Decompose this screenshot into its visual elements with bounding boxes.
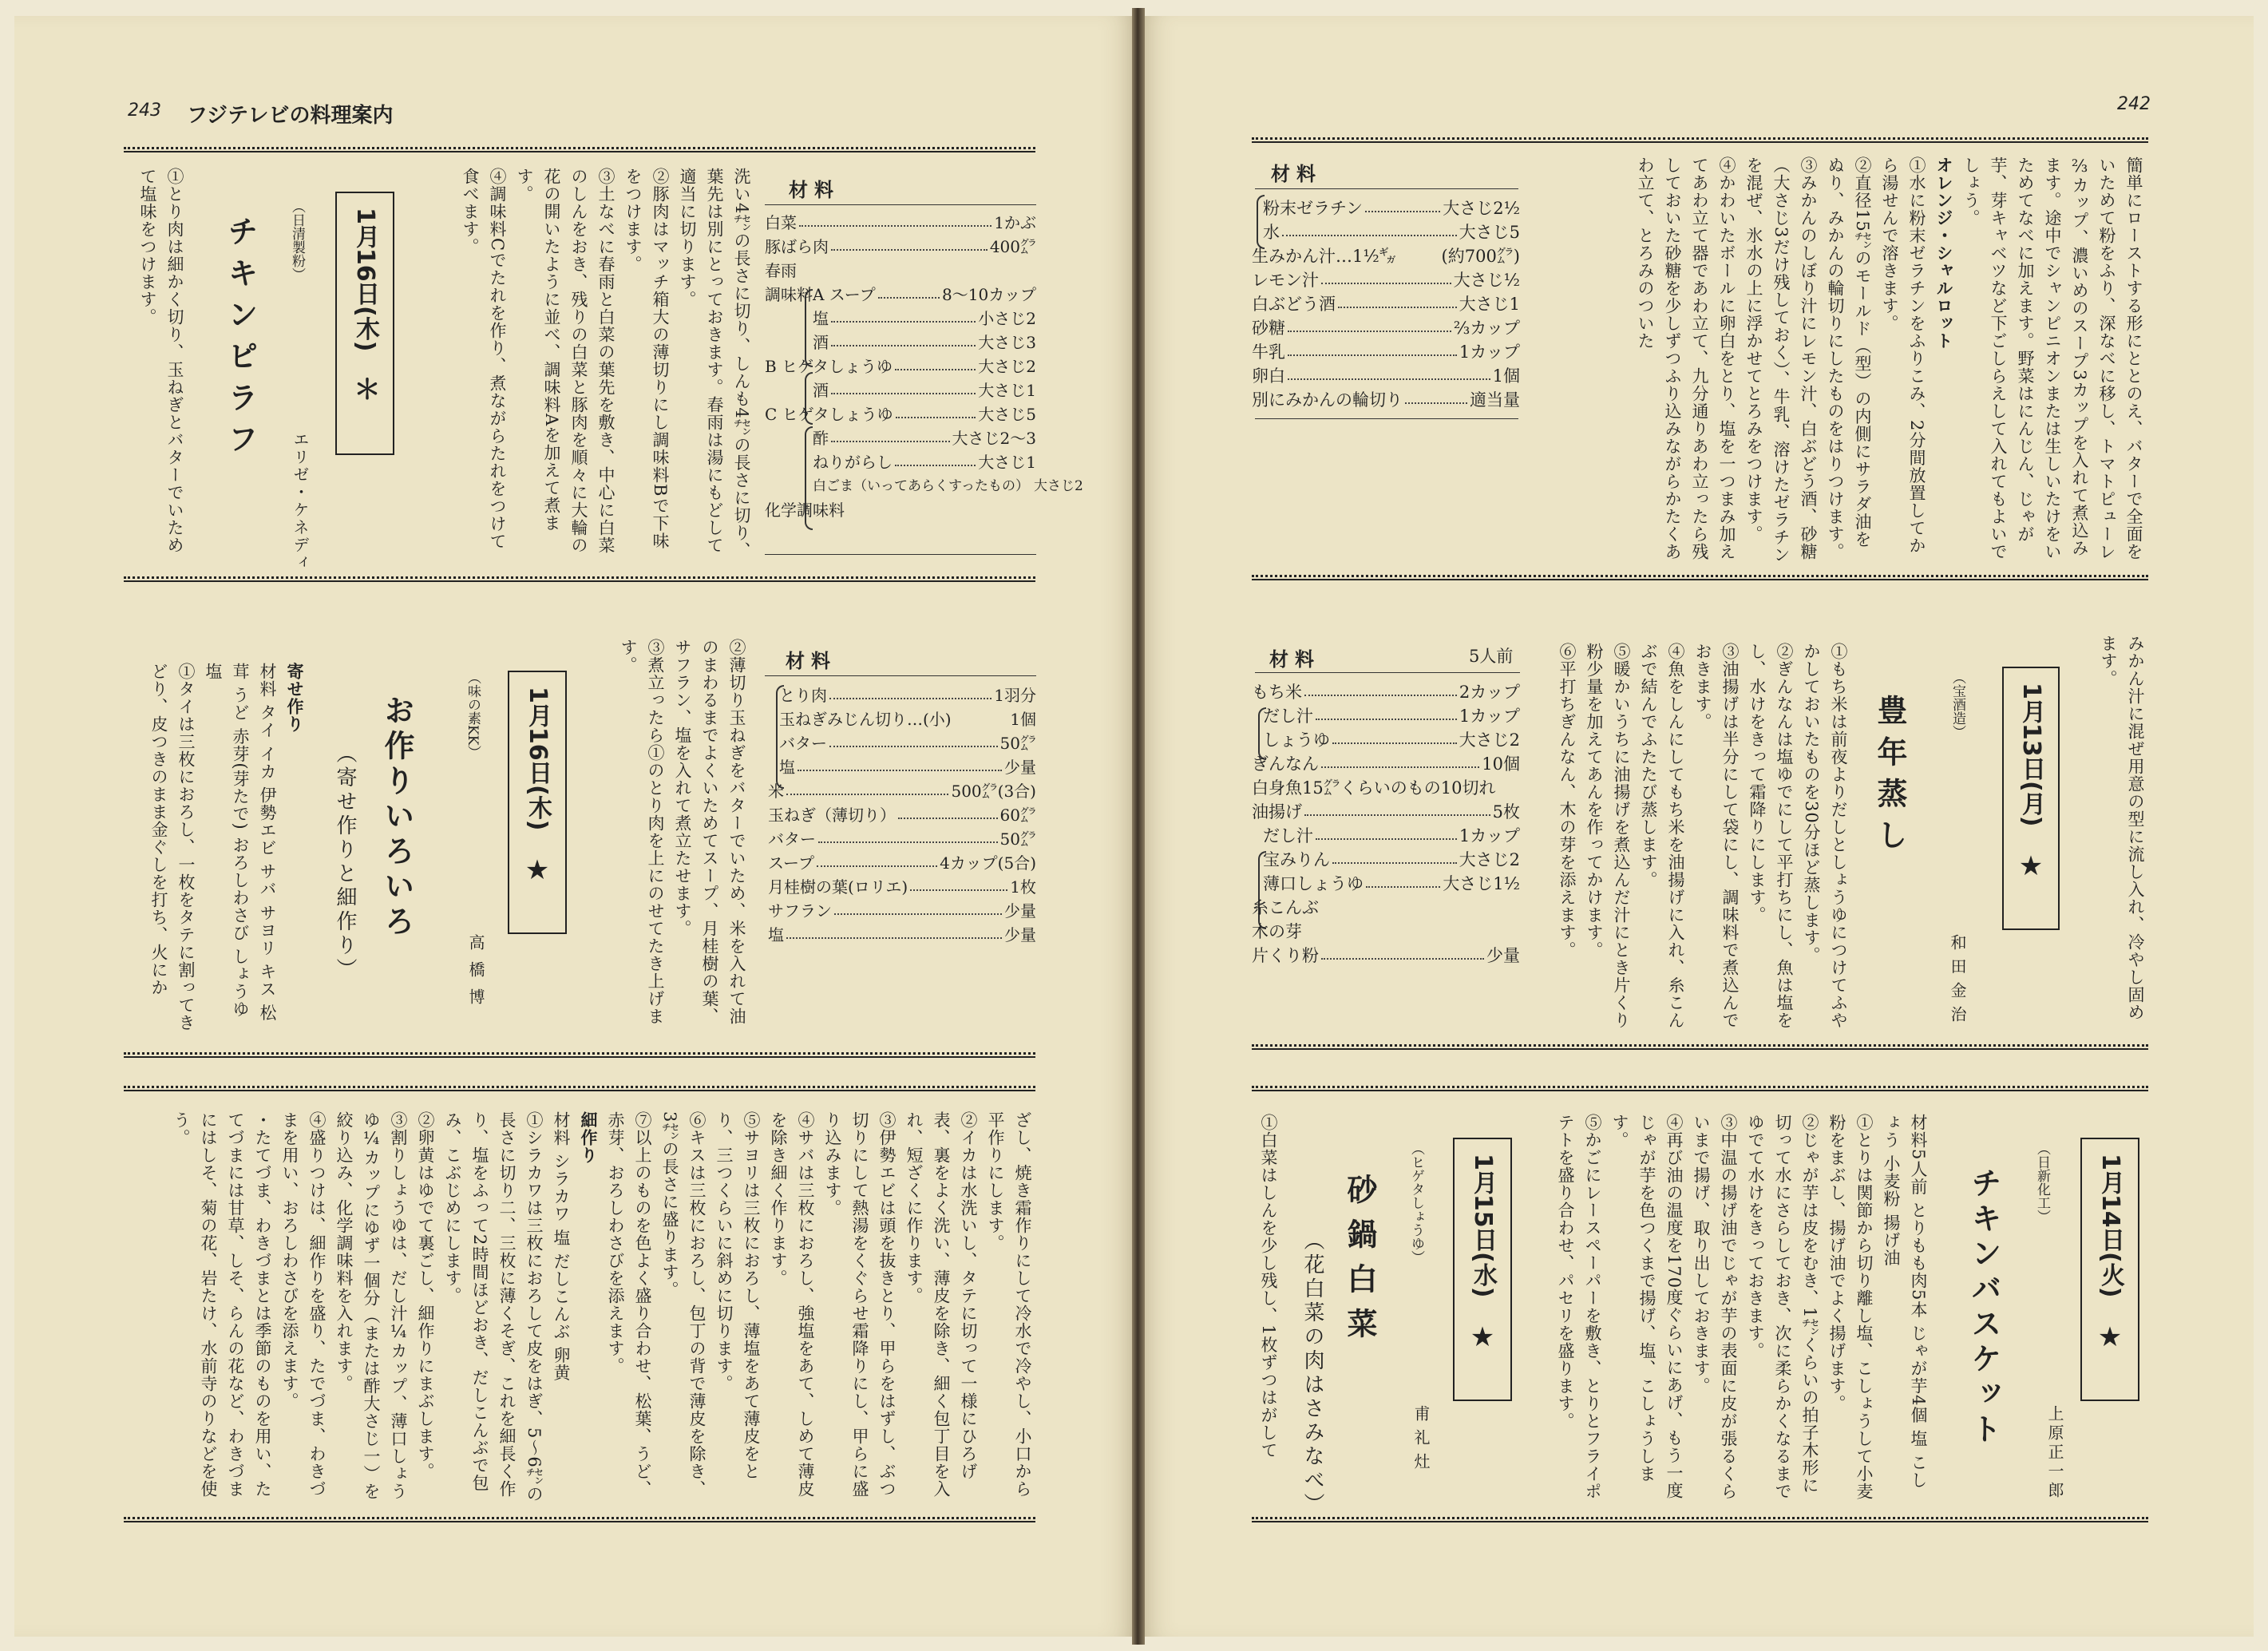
hakusai-body [447,168,755,567]
hounen-step5: ⑤暖かいうちに油揚げを煮込んだ汁にとき片くり粉少量を加えてあんを作ってかけます。 [1585,643,1631,1029]
hounen-servings: 5人前 [1469,647,1514,666]
otsukuri-hoso-step3: ③割りしょうゆは、だし汁¼カップ、薄口しょうゆ¼カップにゆず一個分（または酢大さじ一）を絞り込み、化学調味料を入れます。 [334,1111,408,1500]
sagiri-body: ①白菜はしんを少し残し、1枚ずつはがして [1259,1114,1278,1459]
ingredient-row: 牛乳 1カップ [1252,342,1520,362]
otsukuri-title: お作りいろいろ [379,695,414,940]
chicken-basket-step4: ④再び油の温度を170度ぐらいにあげ、もう一度じゃが芋を色つくまで揚げ、塩、こしょうします。 [1610,1114,1684,1500]
otsukuri-cont: ざし、焼き霜作りにして冷水で冷やし、小口から平作りにします。 [986,1111,1032,1498]
hakusai-step2: ②豚肉はマッチ箱大の薄切りにし調味料Bで下味をつけます。 [623,168,670,550]
ingredient-row: レモン汁 大さじ½ [1252,271,1520,290]
orange-step2: ②直径15㌢のモールド（型）の内側にサラダ油をぬり、みかんの輪切りにしたものをはりつけます。 [1826,156,1872,560]
ingredient-row: 玉ねぎ（薄切り） 60㌘ [768,806,1036,825]
pilaf-ingredients [768,683,1036,947]
ingredient-row: C ヒゲタしょうゆ 大さじ5 [765,405,1036,424]
sagiri-title: 砂鍋白菜 [1342,1174,1377,1352]
pilaf-step3: ③煮立ったら①のとり肉を上にのせてたき上げます。 [619,639,665,1025]
ingredient-row: 木の芽 [1252,922,1302,941]
ingredient-row: 水 大さじ5 [1263,223,1520,242]
ingredient-row: 白ぶどう酒 大さじ1 [1252,295,1520,314]
hounen-materials-title: 材料 [1269,647,1320,671]
hakusai-materials-rule-bottom [765,554,1036,555]
date-box-jan15 [1453,1138,1512,1401]
date-label: 1月15日 [1469,1154,1497,1252]
ingredient-row: 月桂樹の葉(ロリエ) 1枚 [768,877,1036,897]
otsukuri-hoso-heading: 細作り [579,1111,599,1164]
ingredient-row: とり肉 1羽分 [779,686,1036,705]
ingredient-row: 豚ばら肉 400㌘ [765,237,1036,256]
otsukuri-step6: ⑥キスは三枚におろし、包丁の背で薄皮を除き、3㌢の長さに盛ります。 [660,1111,707,1498]
ingredient-row: 米 500㌘(3合) [768,782,1036,801]
hakusai-materials-title: 材料 [789,178,840,201]
ingredient-row: 玉ねぎみじん切り…(小) 1個 [779,710,1036,729]
hounen-materials-rule [1255,672,1520,673]
hounen-ingredients [1252,680,1520,968]
otsukuri-step3: ③伊勢エビは頭を抜きとり、甲らをはずし、ぶつ切りにして熱湯をくぐらせ霜降りにし、甲らに盛り込みます。 [823,1111,897,1498]
rule-left-top [124,147,1035,152]
rule-right-bottom [1252,1517,2148,1522]
ingredient-row: 調味料A スープ 8～10カップ [765,285,1036,304]
weekday-label: (木) [524,784,552,831]
date-label: 1月13日 [2017,683,2045,781]
ingredient-row: だし汁 1カップ [1263,826,1520,845]
ingredient-row: 油揚げ 5枚 [1252,802,1520,822]
pilaf-step2: ②薄切り玉ねぎをバターでいため、米を入れて油のまわるまでよくいためてスープ、月桂樹の葉、サフラン、塩を入れて煮立たせます。 [673,639,746,1025]
otsukuri-sponsor: （味の素KK） [465,671,481,759]
ingredient-row: 薄口しょうゆ 大さじ1½ [1263,874,1520,893]
date-box-jan16-a [335,192,394,455]
ingredient-row: 酒 大さじ1 [813,381,1036,400]
otsukuri-hoso-note: ・たてづま、わきづまとは季節のものを用い、たてづまには甘草、しそ、らんの花など、わきづまにはしそ、菊の花、岩たけ、水前寺のりなどを使う。 [172,1111,272,1498]
hakusai-ingredients [765,211,1083,522]
ingredient-row: バター 50㌘ [768,829,1036,849]
ingredient-row: 酒 大さじ3 [813,333,1036,352]
ingredient-row: スープ 4カップ(5合) [768,853,1036,873]
orange-body [1636,156,2147,564]
star-icon: ★ [1466,1321,1498,1354]
otsukuri-step4: ④サバは三枚におろし、強塩をあて、しめて薄皮を除き細く作ります。 [769,1111,815,1498]
orange-materials-rule-bottom [1255,418,1518,419]
rule-right-2 [1252,1044,2148,1050]
hakusai-step3: ③土なべに春雨と白菜の葉先を敷き、中心に白菜のしんをおき、残りの白菜と豚肉を順々に大輪の花の開いたように並べ、調味料Aを加えて煮ます。 [515,168,615,554]
chicken-pilaf-author: エリゼ・ケネディ [291,431,310,572]
rule-left-1 [124,576,1035,582]
hounen-title: 豊年蒸し [1872,695,1907,861]
pilaf-materials-rule [765,675,1036,676]
ingredient-row: だし汁 1カップ [1263,707,1520,726]
sagiri-sponsor: （ヒゲタしょうゆ） [1408,1142,1424,1264]
star-icon: ★ [2015,850,2047,883]
date-box-jan13 [2002,667,2060,930]
ingredient-row: バター 50㌘ [779,734,1036,753]
otsukuri-subtitle: （寄せ作りと細作り） [333,742,357,982]
ingredient-row: 化学調味料 [765,501,845,520]
hounen-step1: ①もち米は前夜よりだしとしょうゆにつけてふやかしておいたものを30分ほど蒸します。 [1802,643,1848,1029]
chicken-pilaf-body: ①とり肉は細かく切り、玉ねぎとバターでいためて塩味をつけます。 [138,168,184,554]
date-label: 1月16日 [351,208,379,306]
rule-right-1 [1252,575,2148,580]
ingredient-row: 宝みりん 大さじ2 [1263,850,1520,869]
otsukuri-hoso-step2: ②卵黄はゆでて裏ごし、細作りにまぶします。 [416,1111,435,1480]
otsukuri-body-2 [125,1111,1036,1506]
orange-continuation: みかん汁に混ぜ用意の型に流し入れ、冷やし固めます。 [2099,635,2145,1021]
hakusai-step4: ④調味料Cでたれを作り、煮ながらたれをつけて食べます。 [461,168,507,551]
date-box-jan16-b [508,671,567,934]
otsukuri-yose-materials: 材料 タイ イカ 伊勢エビ サバ サヨリ キス 松茸 うど 赤芽(芽たで) おろしわさび しょうゆ 塩 [204,663,277,1022]
otsukuri-body [125,663,308,1038]
orange-step4: ④かわいたボールに卵白をとり、塩を一つまみ加えてあわ立て器であわ立て、九分通りあわ立ったら残しておいた砂糖を少しずつふり込みながらかたくあわ立て、とろみのついた [1636,156,1736,560]
star-icon: ★ [2094,1321,2126,1354]
otsukuri-step1: ①タイは三枚におろし、一枚をタテに割ってきどり、皮つきのまま金ぐしを打ち、火にか [149,663,196,1031]
rule-left-2 [124,1052,1035,1058]
rule-right-top [1252,137,2148,143]
otsukuri-hoso-step1: ①シラカワは三枚におろして皮をはぎ、5～6㌢の長さに切り二、三枚に薄くそぎ、これを細長く作り、塩をふって2時間ほどおき、だしこんぶで包み、こぶじめにします。 [443,1111,544,1503]
rule-right-3 [1252,1086,2148,1091]
hounen-author: 和田金治 [1948,934,1967,1030]
weekday-label: (火) [2096,1251,2124,1298]
rule-left-bottom [124,1517,1035,1522]
hakusai-step1: 洗い4㌢の長さに切り、しんも4㌢の長さに切り、葉先は別にとっておきます。春雨は湯にもどして適当に切ります。 [678,168,751,560]
otsukuri-hoso-step4: ④盛りつけは、細作りを盛り、たでづま、わきづまを用い、おろしわさびを添えます。 [280,1111,327,1498]
otsukuri-step7: ⑦以上のものを色よく盛り合わせ、松葉、うど、赤芽、おろしわさびを添えます。 [606,1111,652,1498]
otsukuri-hoso-materials: 材料 シラカワ 塩 だしこんぶ 卵黄 [552,1111,571,1382]
date-label: 1月14日 [2096,1154,2124,1252]
hounen-step6: ⑥平打ちぎんなん、木の芽を添えます。 [1558,643,1577,959]
pilaf-body-2 [619,639,750,1030]
chicken-basket-sponsor: （日新化工） [2034,1142,2050,1223]
sagiri-subtitle: （花白菜の肉はさみなべ） [1300,1229,1324,1517]
ingredient-row: 塩 少量 [768,925,1036,944]
ingredient-row: B ヒゲタしょうゆ 大さじ2 [765,357,1036,376]
ingredient-row: 糸こんぶ [1252,898,1319,917]
left-page-number: 243 [128,101,161,121]
ingredient-row: 白身魚15㌘くらいのもの10切れ [1252,778,1496,798]
hounen-body [1549,643,1852,1034]
ingredient-row: 酢 大さじ2～3 [813,429,1036,448]
ingredient-row: 別にみかんの輪切り 適当量 [1252,390,1520,410]
otsukuri-author: 高橋博 [466,934,485,1016]
ingredient-row: 春雨 [765,261,797,280]
ingredient-row: 塩 少量 [779,758,1036,777]
ingredient-row: 粉末ゼラチン 大さじ2½ [1263,199,1520,218]
pilaf-materials-title: 材料 [786,649,837,672]
ingredient-row: 卵白 1個 [1252,366,1520,386]
ingredient-row: 片くり粉 少量 [1252,946,1520,965]
ingredient-row: サフラン 少量 [768,901,1036,921]
left-running-title: フジテレビの料理案内 [187,104,394,128]
date-label: 1月16日 [524,687,552,785]
hounen-step4: ④魚をしんにしてもち米を油揚げに入れ、糸こんぶで結んでふたたび蒸します。 [1639,643,1685,1029]
hounen-step2: ②ぎんなんは塩ゆでにして平打ちにし、魚は塩をし、水けをきって霜降りにします。 [1748,643,1794,1029]
rule-left-3 [124,1086,1035,1091]
orange-step3: ③みかんのしぼり汁にレモン汁、白ぶどう酒、砂糖（大さじ3だけ残しておく）、牛乳、溶けたゼラチンを混ぜ、氷水の上に浮かせてとろみをつけます。 [1744,156,1818,564]
otsukuri-step2: ②イカは水洗いし、タテに切って一様にひろげ表、裏をよく洗い、薄皮を除き、細く包丁目を入れ、短ざくに作ります。 [904,1111,978,1498]
ingredient-row: ねりがらし 大さじ1 [813,453,1036,472]
hounen-sponsor: （宝酒造） [1949,671,1965,738]
ingredient-row: ぎんなん 10個 [1252,754,1520,774]
orange-materials-rule [1255,188,1518,189]
orange-ingredients [1252,196,1520,412]
ingredient-row: 白菜 1かぶ [765,213,1036,232]
orange-body-p0: 簡単にローストする形にととのえ、バターで全面をいためて粉をふり、深なべに移し、トマトピューレ⅔カップ、濃いめのスープ3カップを入れて煮込みます。途中でシャンピニオンまたは生しいたけをいためてなべに加えます。野菜はにんじん、じゃが芋、芽キャベツなど下ごしらえして入れてもよいでしょう。 [1961,156,2143,560]
chicken-pilaf-sponsor: （日清製粉） [289,200,305,281]
ingredient-row: しょうゆ 大さじ2 [1263,730,1520,750]
chicken-basket-step3: ③中温の揚げ油でじゃが芋の表面に皮が張るくらいまで揚げ、取り出しておきます。 [1692,1114,1738,1500]
ingredient-row: もち米 2カップ [1252,683,1520,702]
ingredient-row: 白ごま（いってあらくすったもの） 大さじ2 [813,478,1083,494]
sagiri-author: 甫礼灶 [1411,1405,1431,1477]
chicken-basket-title: チキンバスケット [1966,1167,2001,1448]
orange-step1: ①水に粉末ゼラチンをふりこみ、2分間放置してから湯せんで溶きます。 [1880,156,1926,555]
star-icon: ★ [521,854,553,887]
otsukuri-yose-heading: 寄せ作り [285,663,305,733]
orange-materials-title: 材料 [1271,162,1322,185]
hakusai-materials-rule [765,204,1036,205]
weekday-label: (木) [351,305,379,352]
chicken-basket-step2: ②じゃが芋は皮をむき、1㌢くらいの拍子木形に切って水にさらしておき、次に柔らかくなるまでゆでて水けをきっておきます。 [1746,1114,1819,1500]
ingredient-row: 砂糖 ⅔カップ [1252,319,1520,338]
ingredient-row: 生みかん汁…1½㌐ (約700㌘) [1252,247,1520,266]
hounen-step3: ③油揚げは半分にして袋にし、調味料で煮込んでおきます。 [1693,643,1740,1029]
chicken-pilaf-title: チキンピラフ [223,216,258,465]
asterisk-icon: ＊ [348,375,381,403]
chicken-basket-materials: 材料5人前 とりもも肉5本 じゃが芋4個 塩 こしょう 小麦粉 揚げ油 [1882,1114,1928,1489]
otsukuri-step5: ⑤サヨリは三枚におろし、薄塩をあて薄皮をとり、三つくらいに斜めに切ります。 [714,1111,761,1480]
weekday-label: (水) [1469,1251,1497,1298]
weekday-label: (月) [2017,780,2045,827]
chicken-basket-author: 上原正一郎 [2045,1405,2064,1501]
chicken-basket-step5: ⑤かごにレースペーパーを敷き、とりとフライポテトを盛り合わせ、パセリを盛ります。 [1556,1114,1602,1500]
date-box-jan14 [2080,1138,2139,1401]
book-gutter [1132,8,1145,1645]
chicken-basket-body [1556,1114,1932,1505]
ingredient-row: 塩 小さじ2 [813,309,1036,328]
orange-heading: オレンジ・シャルロット [1934,156,1954,350]
chicken-basket-step1: ①とりは関節から切り離し塩、こしょうして小麦粉をまぶし、揚げ油でよく揚げます。 [1827,1114,1874,1500]
right-page-number: 242 [2117,94,2151,114]
